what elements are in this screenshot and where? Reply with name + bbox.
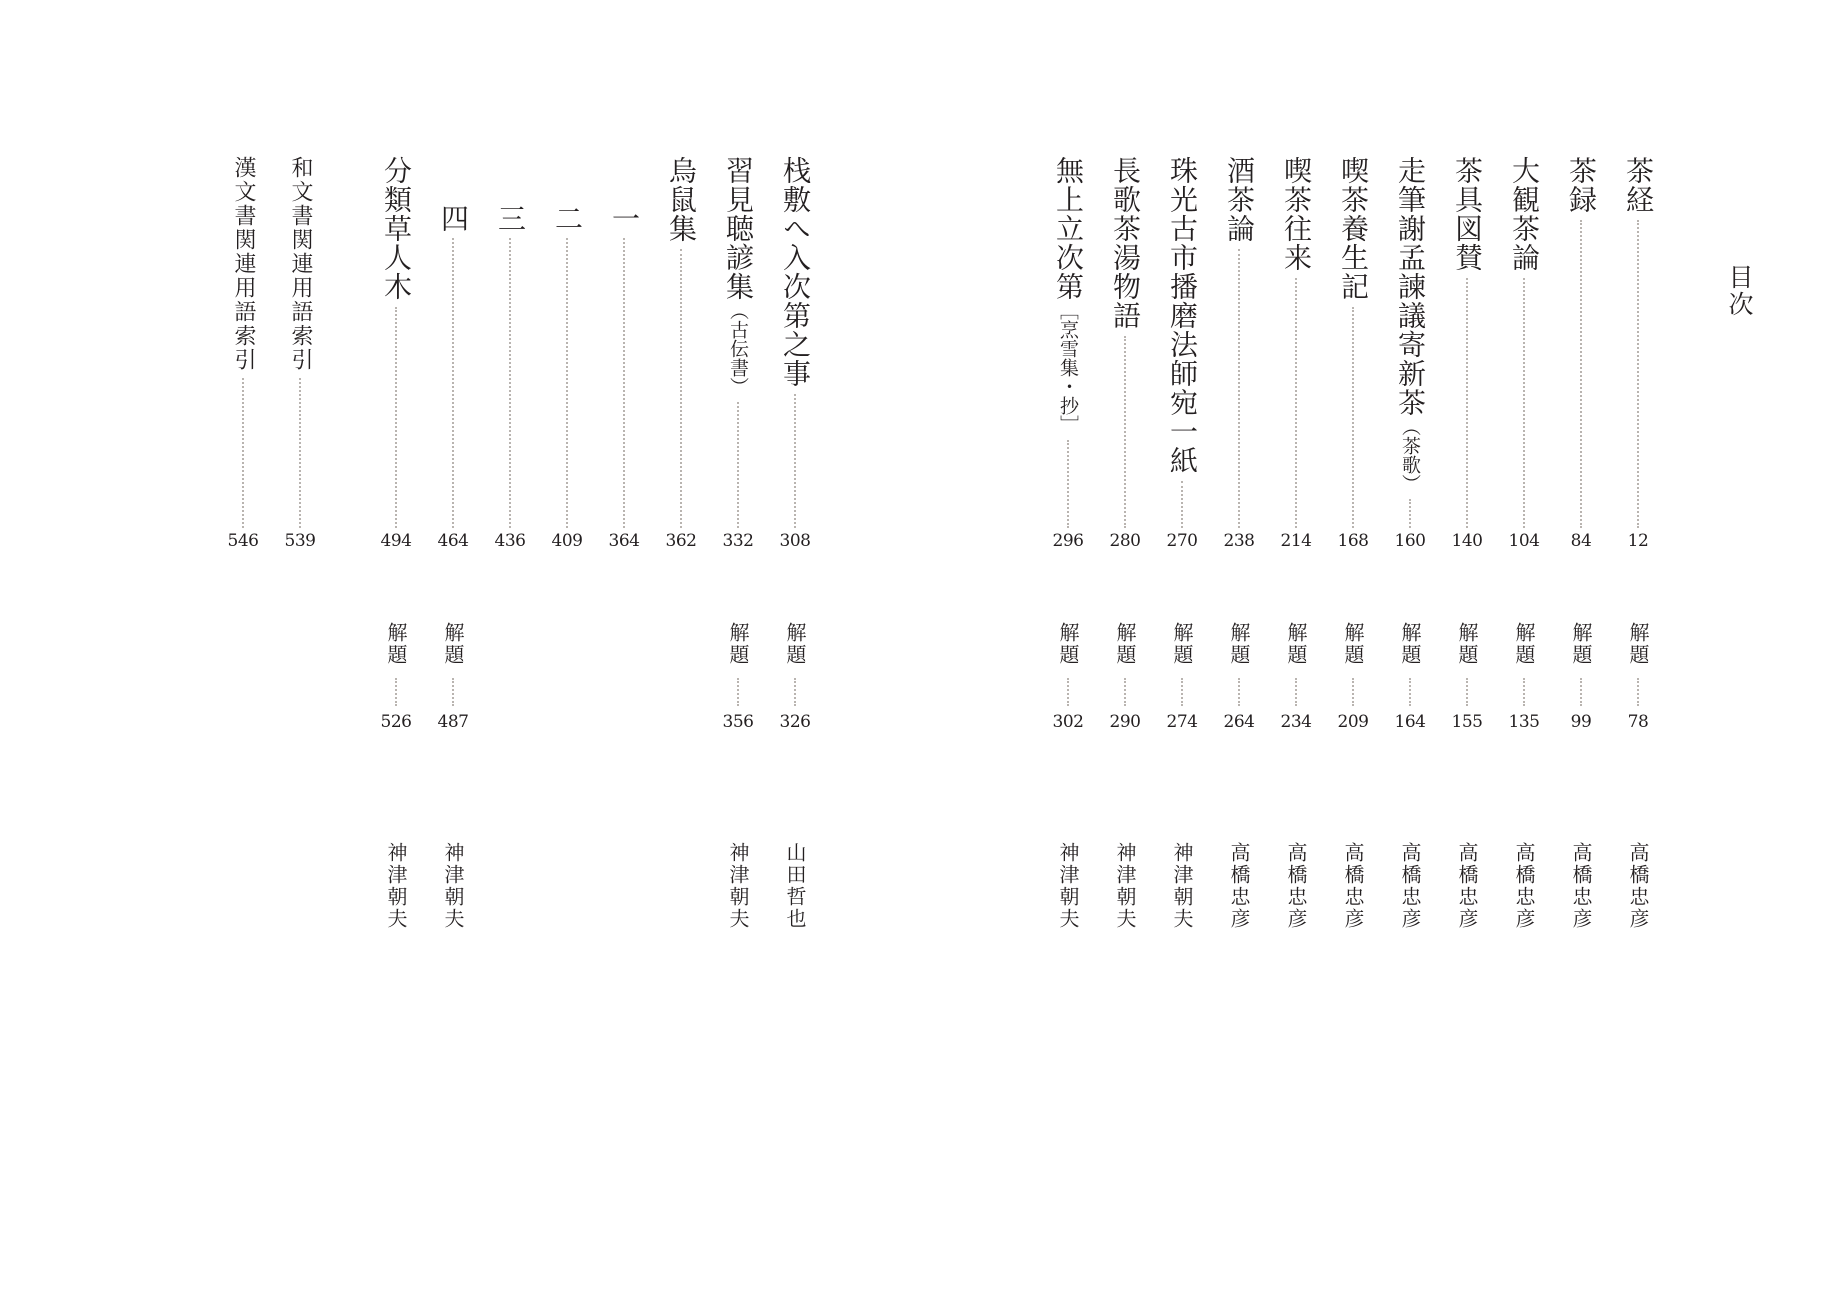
toc-entry	[599, 0, 649, 1308]
toc-entry	[1499, 0, 1549, 1308]
entry-title-text: 栈敷へ入次第之事	[779, 156, 812, 388]
toc-entry	[371, 0, 421, 1308]
kaidai-label: 解題	[384, 622, 408, 666]
toc-entry	[770, 0, 820, 1308]
dot-leader	[509, 238, 511, 528]
page-number: 160	[1394, 531, 1426, 551]
kaidai-label: 解題	[726, 622, 750, 666]
toc-entry	[1613, 0, 1663, 1308]
kaidai-page-number: 209	[1337, 712, 1369, 732]
kaidai-label: 解題	[1512, 622, 1536, 666]
kaidai-page-number: 290	[1109, 712, 1141, 732]
author-name: 神津朝夫	[1170, 842, 1194, 930]
toc-entry	[485, 0, 535, 1308]
kaidai-label: 解題	[1569, 622, 1593, 666]
dot-leader	[566, 238, 568, 528]
dot-leader	[1409, 678, 1411, 706]
entry-title-text: 一	[608, 204, 641, 232]
entry-title	[1613, 156, 1663, 214]
page-number: 168	[1337, 531, 1369, 551]
author-name: 高橋忠彦	[1512, 842, 1536, 930]
dot-leader	[1124, 678, 1126, 706]
dot-leader	[1580, 220, 1582, 528]
kaidai-page-number: 487	[437, 712, 469, 732]
page-number: 332	[722, 531, 754, 551]
toc-entry	[1385, 0, 1435, 1308]
toc-entry	[1328, 0, 1378, 1308]
dot-leader	[1637, 220, 1639, 528]
dot-leader	[1124, 336, 1126, 528]
entry-title-text: 長歌茶湯物語	[1109, 156, 1142, 330]
entry-title-text: 二	[551, 204, 584, 232]
kaidai-label: 解題	[1455, 622, 1479, 666]
entry-subtitle: （茶歌）	[1399, 417, 1421, 493]
dot-leader	[737, 678, 739, 706]
page-number: 104	[1508, 531, 1540, 551]
dot-leader	[1067, 440, 1069, 528]
author-name: 山田哲也	[783, 842, 807, 930]
toc-entry	[656, 0, 706, 1308]
page-number: 308	[779, 531, 811, 551]
entry-subtitle: ［烹雪集・抄］	[1057, 301, 1079, 434]
dot-leader	[1352, 307, 1354, 528]
dot-leader	[794, 394, 796, 528]
page-number: 296	[1052, 531, 1084, 551]
kaidai-label: 解題	[1227, 622, 1251, 666]
entry-title	[1328, 156, 1378, 301]
entry-title	[770, 156, 820, 388]
entry-title-text: 走筆謝孟諫議寄新茶	[1394, 156, 1427, 417]
entry-title-text: 無上立次第	[1052, 156, 1085, 301]
dot-leader	[242, 378, 244, 528]
entry-subtitle: （古伝書）	[727, 301, 749, 396]
page-number: 436	[494, 531, 526, 551]
entry-title	[428, 204, 478, 232]
kaidai-page-number: 99	[1570, 712, 1592, 732]
kaidai-page-number: 274	[1166, 712, 1198, 732]
page-number: 280	[1109, 531, 1141, 551]
entry-title-text: 習見聴諺集	[722, 156, 755, 301]
entry-title-text: 和文書関連用語索引	[288, 156, 313, 372]
entry-title	[275, 156, 325, 372]
dot-leader	[680, 249, 682, 528]
page-number: 84	[1570, 531, 1592, 551]
entry-title-text: 三	[494, 204, 527, 232]
entry-title	[485, 204, 535, 232]
author-name: 高橋忠彦	[1227, 842, 1251, 930]
kaidai-label: 解題	[441, 622, 465, 666]
entry-title	[599, 204, 649, 232]
toc-entry	[428, 0, 478, 1308]
dot-leader	[1295, 678, 1297, 706]
dot-leader	[395, 307, 397, 528]
toc-entry	[1442, 0, 1492, 1308]
page-number: 238	[1223, 531, 1255, 551]
entry-title	[371, 156, 421, 301]
entry-title-text: 四	[437, 204, 470, 232]
page-number: 464	[437, 531, 469, 551]
entry-title	[1385, 156, 1435, 493]
toc-entry	[218, 0, 268, 1308]
entry-title-text: 喫茶養生記	[1337, 156, 1370, 301]
kaidai-page-number: 135	[1508, 712, 1540, 732]
dot-leader	[1181, 678, 1183, 706]
entry-title-text: 茶具図賛	[1451, 156, 1484, 272]
entry-title-text: 分類草人木	[380, 156, 413, 301]
author-name: 高橋忠彦	[1341, 842, 1365, 930]
dot-leader	[794, 678, 796, 706]
page-number: 546	[227, 531, 259, 551]
entry-title-text: 喫茶往来	[1280, 156, 1313, 272]
toc-entry	[1157, 0, 1207, 1308]
dot-leader	[1637, 678, 1639, 706]
dot-leader	[1352, 678, 1354, 706]
dot-leader	[1181, 481, 1183, 528]
kaidai-page-number: 356	[722, 712, 754, 732]
kaidai-label: 解題	[1170, 622, 1194, 666]
toc-entry	[1214, 0, 1264, 1308]
page-number: 409	[551, 531, 583, 551]
dot-leader	[452, 678, 454, 706]
entry-title	[218, 156, 268, 372]
page-number: 494	[380, 531, 412, 551]
entry-title-text: 茶録	[1565, 156, 1598, 214]
entry-title	[1556, 156, 1606, 214]
kaidai-page-number: 78	[1627, 712, 1649, 732]
author-name: 神津朝夫	[1056, 842, 1080, 930]
kaidai-label: 解題	[1113, 622, 1137, 666]
entry-title-text: 烏鼠集	[665, 156, 698, 243]
page-number: 12	[1627, 531, 1649, 551]
dot-leader	[1238, 249, 1240, 528]
author-name: 神津朝夫	[441, 842, 465, 930]
page-number: 539	[284, 531, 316, 551]
dot-leader	[1580, 678, 1582, 706]
entry-title	[1157, 156, 1207, 475]
dot-leader	[1295, 278, 1297, 528]
entry-title	[1499, 156, 1549, 272]
entry-title	[1214, 156, 1264, 243]
toc-entry	[1100, 0, 1150, 1308]
author-name: 神津朝夫	[1113, 842, 1137, 930]
dot-leader	[1466, 278, 1468, 528]
kaidai-page-number: 234	[1280, 712, 1312, 732]
page-number: 364	[608, 531, 640, 551]
author-name: 高橋忠彦	[1284, 842, 1308, 930]
dot-leader	[1523, 278, 1525, 528]
author-name: 高橋忠彦	[1398, 842, 1422, 930]
page-title: 目次	[1725, 264, 1754, 318]
entry-title-text: 酒茶論	[1223, 156, 1256, 243]
kaidai-page-number: 326	[779, 712, 811, 732]
toc-entry	[1043, 0, 1093, 1308]
dot-leader	[1523, 678, 1525, 706]
page-number: 362	[665, 531, 697, 551]
toc-entry	[275, 0, 325, 1308]
dot-leader	[1409, 499, 1411, 528]
entry-title	[713, 156, 763, 396]
dot-leader	[1466, 678, 1468, 706]
entry-title-text: 茶経	[1622, 156, 1655, 214]
kaidai-label: 解題	[1284, 622, 1308, 666]
dot-leader	[395, 678, 397, 706]
entry-title-text: 漢文書関連用語索引	[231, 156, 256, 372]
kaidai-page-number: 155	[1451, 712, 1483, 732]
kaidai-page-number: 302	[1052, 712, 1084, 732]
entry-title-text: 大観茶論	[1508, 156, 1541, 272]
author-name: 神津朝夫	[384, 842, 408, 930]
toc-entry	[542, 0, 592, 1308]
kaidai-page-number: 526	[380, 712, 412, 732]
entry-title	[542, 204, 592, 232]
entry-title	[1271, 156, 1321, 272]
kaidai-label: 解題	[1398, 622, 1422, 666]
toc-entry	[1271, 0, 1321, 1308]
dot-leader	[1067, 678, 1069, 706]
author-name: 神津朝夫	[726, 842, 750, 930]
toc-entry	[1556, 0, 1606, 1308]
dot-leader	[299, 378, 301, 528]
kaidai-label: 解題	[783, 622, 807, 666]
author-name: 高橋忠彦	[1569, 842, 1593, 930]
kaidai-label: 解題	[1056, 622, 1080, 666]
kaidai-page-number: 264	[1223, 712, 1255, 732]
kaidai-label: 解題	[1341, 622, 1365, 666]
entry-title	[656, 156, 706, 243]
page-number: 214	[1280, 531, 1312, 551]
kaidai-label: 解題	[1626, 622, 1650, 666]
dot-leader	[1238, 678, 1240, 706]
dot-leader	[623, 238, 625, 528]
author-name: 高橋忠彦	[1626, 842, 1650, 930]
entry-title	[1100, 156, 1150, 330]
entry-title	[1442, 156, 1492, 272]
author-name: 高橋忠彦	[1455, 842, 1479, 930]
entry-title-text: 珠光古市播磨法師宛一紙	[1166, 156, 1199, 475]
page-number: 270	[1166, 531, 1198, 551]
toc-entry	[713, 0, 763, 1308]
kaidai-page-number: 164	[1394, 712, 1426, 732]
dot-leader	[737, 402, 739, 528]
page-number: 140	[1451, 531, 1483, 551]
dot-leader	[452, 238, 454, 528]
entry-title	[1043, 156, 1093, 434]
